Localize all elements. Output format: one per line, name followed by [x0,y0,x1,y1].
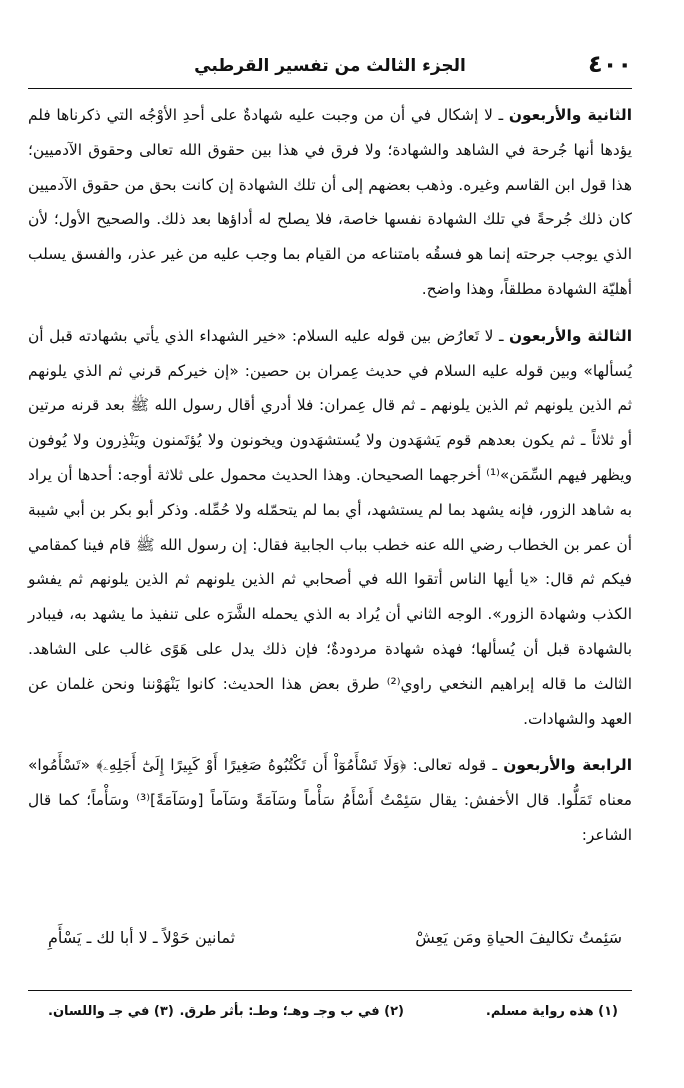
footnote-separator [28,990,632,991]
paragraph-text: ـ لا إشكال في أن من وجبت عليه شهادةٌ على أحدِ الأوْجُه التي ذكرناها فلم يؤدها أنها جُرحة في الشاهد والشهادة؛ ولا فرق في هذا بين حقوق الله تعالى وحقوق الآدميين؛ هذا قول ابن القاسم وغيره. وذهب بعضهم إلى أن تلك الشهادة إن كانت بحق من حقوق الآدميين كان ذلك جُرحةً في تلك الشهادة نفسها خاصة، فلا يصلح له أداؤها بعد ذلك. والصحيح الأول؛ لأن الذي يوجب جرحته إنما هو فسقُه بامتناعه من القيام بما وجب عليه من غير عذر، والفسق يسلب أهليّة الشهادة مطلقاً، وهذا واضح. [28,106,632,298]
page-header [28,40,632,96]
footnote-2: (٢) في ب وجـ وهـ؛ وطـ: بأثر طرق. [179,1004,404,1019]
header-rule [28,88,632,89]
paragraph-text: ـ لا تَعارُض بين قوله عليه السلام: «خير الشهداء الذي يأتي بشهادته قبل أن يُسألها» وبين قوله عليه السلام في حديث عِمران بن حصين: «إن خيركم قرني ثم الذي يلونهم ثم الذين يلونهم ثم الذين يلونهم ـ ثم قال عِمران: فلا أدري أقال رسول الله ﷺ بعد قرنه مرتين أو ثلاثاً ـ ثم يكون بعدهم قوم يَشهَدون ولا يُستشهَدون ويخونون ولا يُؤتَمنون ويَنْذِرون ولا يُوفون ويظهر فيهم السِّمَن»⁽¹⁾ أخرجهما الصحيحان. وهذا الحديث محمول على ثلاثة أوجه: أحدها أن يراد به شاهد الزور، فإنه يشهد بما لم يستشهد، أي بما لم يتحمّله ولا حُمِّله. وذكر أبو بكر بن أبي شيبة أن عمر بن الخطاب رضي الله عنه خطب بباب الجابية فقال: إن رسول الله ﷺ قام فينا كمقامي فيكم ثم قال: «يا أيها الناس أتقوا الله في أصحابي ثم الذين يلونهم ثم الذين يلونهم ثم يفشو الكذب وشهادة الزور». الوجه الثاني أن يُراد به الذي يحمله الشَّرَه على تنفيذ ما يشهد به، فيبادر بالشهادة قبل أن يُسألها؛ فهذه شهادة مردودةٌ؛ فإن ذلك يدل على هَوًى غالب على الشاهد. الثالث ما قاله إبراهيم النخعي راوي⁽²⁾ طرق بعض هذا الحديث: كانوا يَنْهَوْننا ونحن غلمان عن العهد والشهادات. [28,326,632,728]
paragraph-42 [28,98,632,307]
footnote-1: (١) هذه رواية مسلم. [485,1004,618,1019]
paragraph-43 [28,319,632,737]
verse-hemistich-first: سَئِمتُ تكاليفَ الحياةِ ومَن يَعِشْ [415,928,622,947]
running-title: الجزء الثالث من تفسير القرطبي [194,56,466,76]
paragraph-lead: الرابعة والأربعون [503,756,632,775]
footnote-3: (٣) في جـ واللسان. [48,1004,174,1019]
verse-hemistich-second: ثمانين حَوْلاً ـ لا أبا لك ـ يَسْأَمِ [48,928,236,947]
paragraph-lead: الثالثة والأربعون [509,326,632,345]
page-number: ٤٠٠ [588,50,632,78]
paragraph-text: ـ قوله تعالى: ﴿وَلَا تَسْأَمُوٓاْ أَن تَكْتُبُوهُ صَغِيرًا أَوْ كَبِيرًا إِلَىٰٓ أَجَلِهِۦ﴾ «تَسْأَمُوا» معناه تَمَلُّوا. قال الأخفش: يقال سَئِمْتُ أَسْأَمُ سَأْماً وسَآمَةً وسَآماً [وسَآمَةً]⁽³⁾ وسَأْماً؛ كما قال الشاعر: [28,756,632,844]
poetry-verse [28,922,632,962]
footnotes [28,998,632,1032]
paragraph-44 [28,748,632,852]
page-body [28,98,632,865]
paragraph-lead: الثانية والأربعون [508,106,632,124]
